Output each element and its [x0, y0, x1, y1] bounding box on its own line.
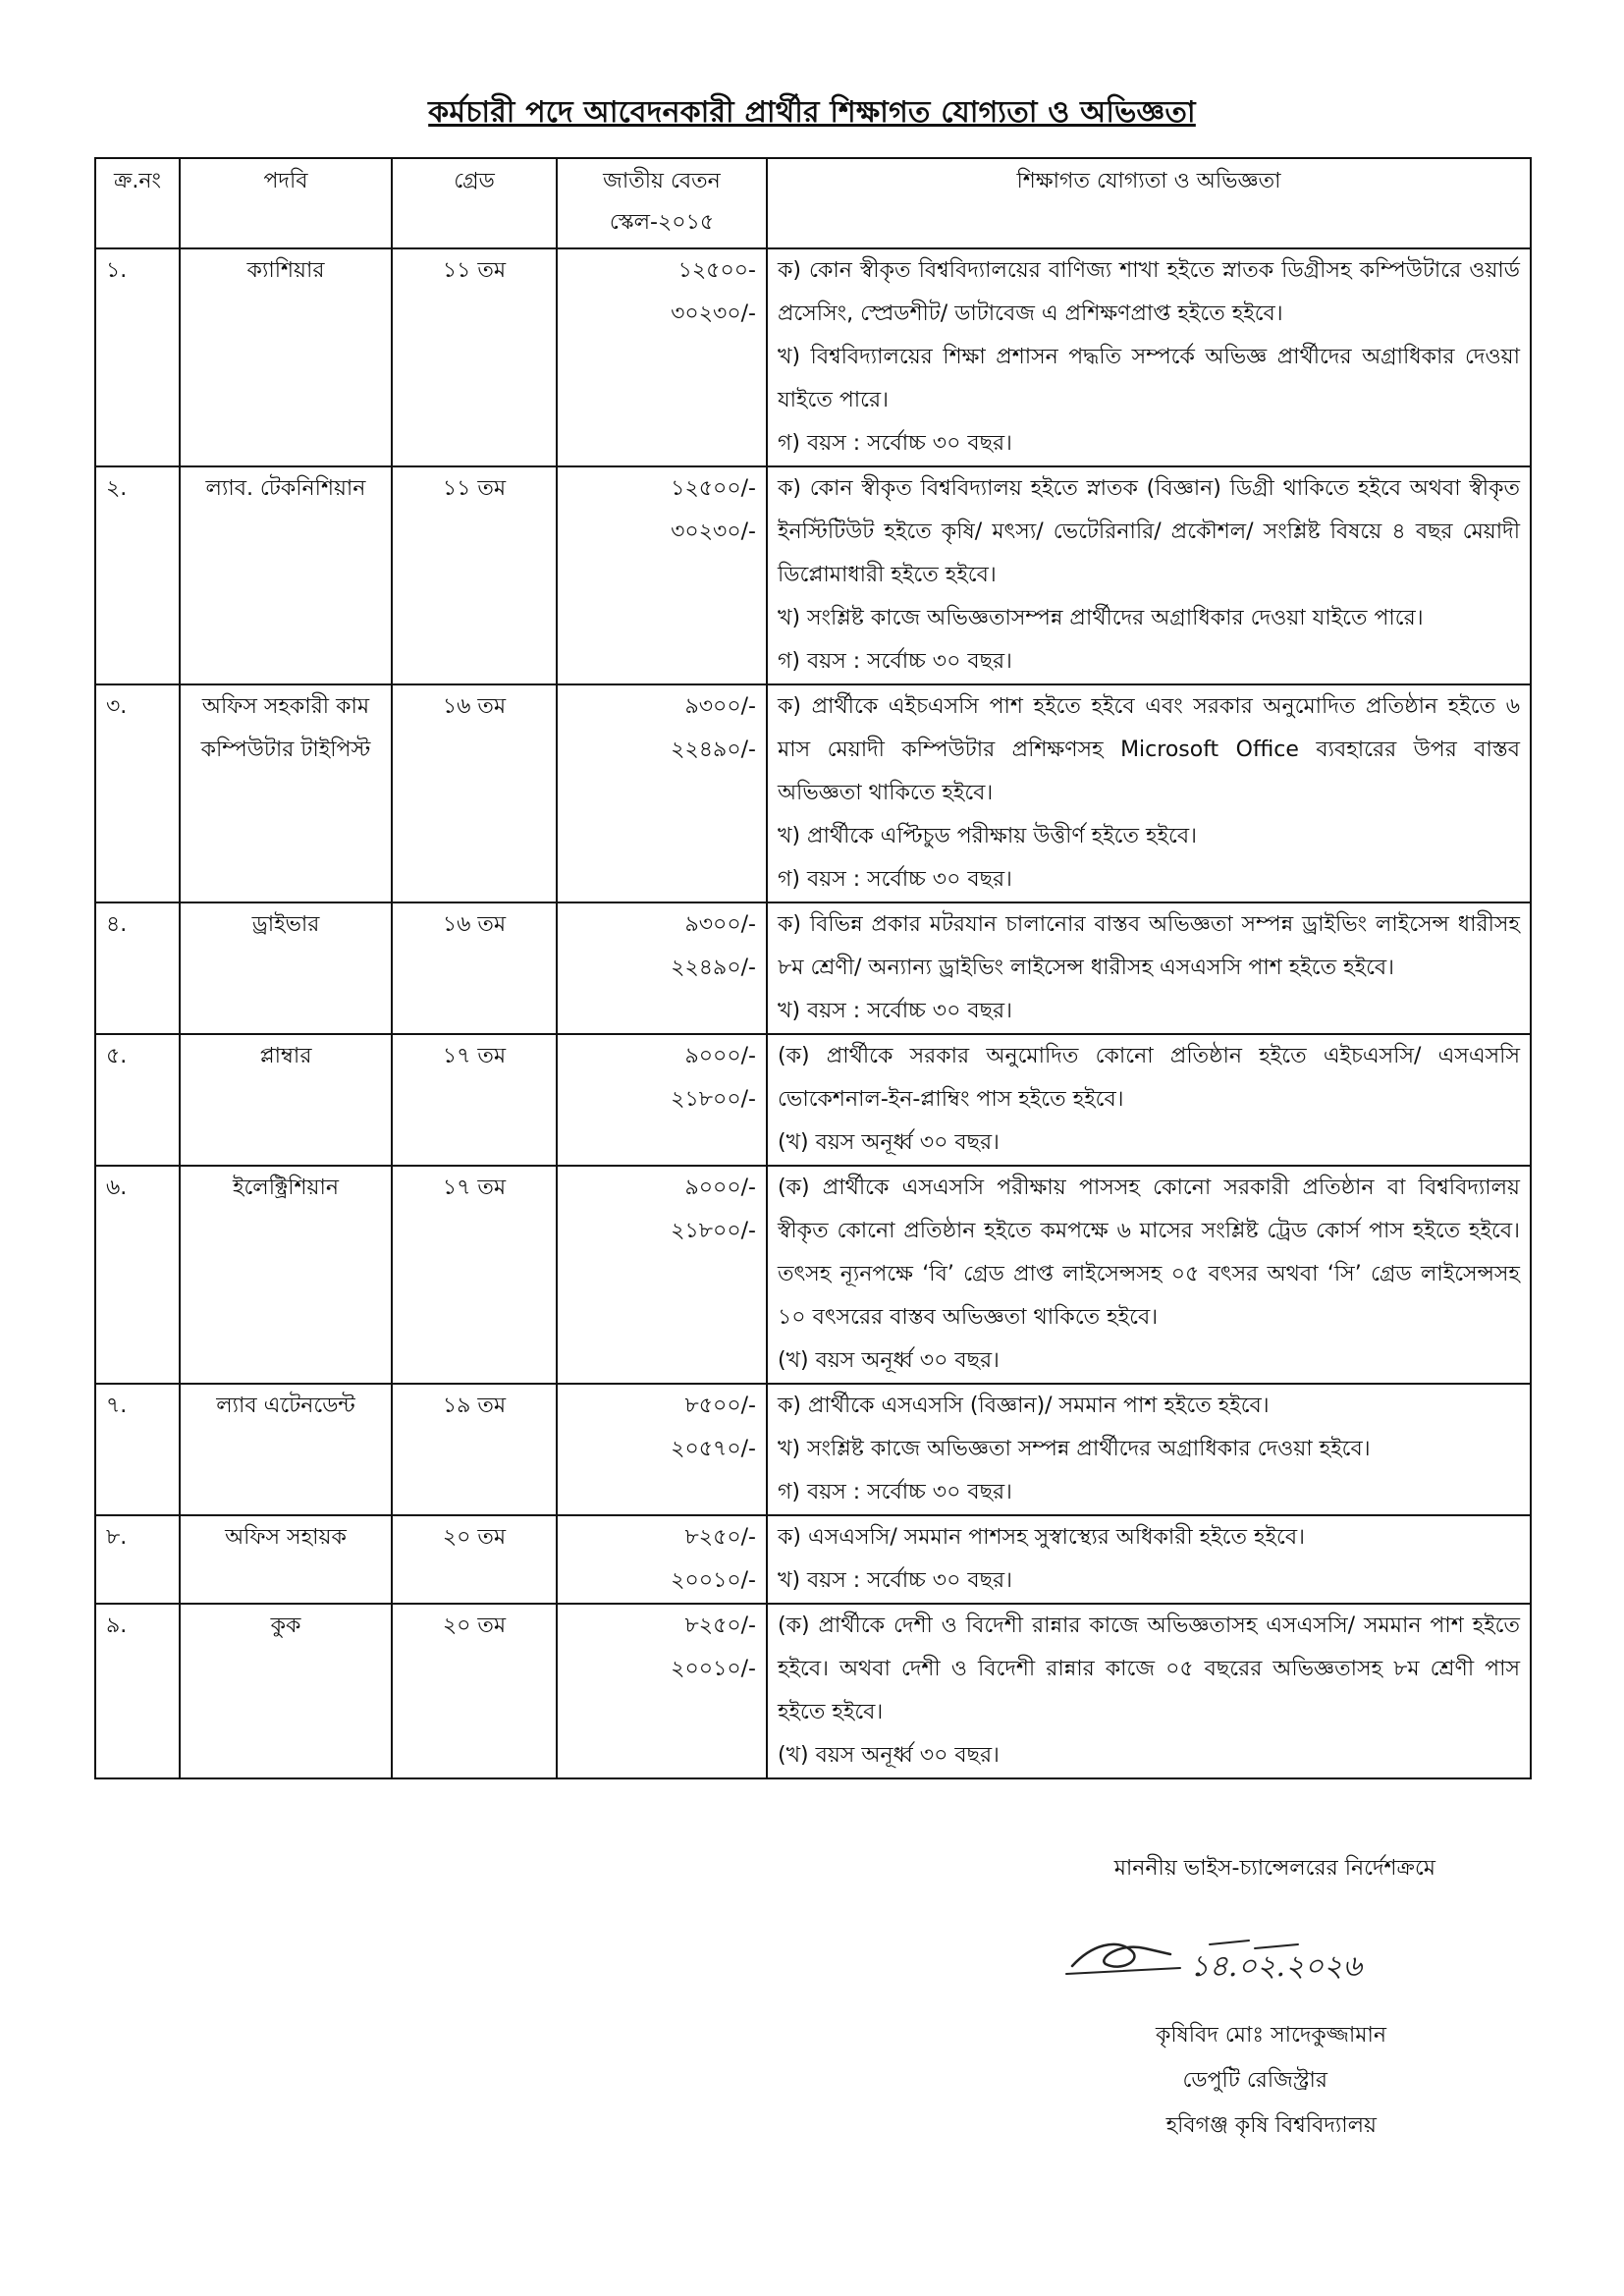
- cell-post: ড্রাইভার: [180, 902, 392, 1034]
- pay-scale-end: ৩০২৩০/-: [671, 301, 756, 326]
- cell-grade: ১৬ তম: [392, 684, 557, 902]
- cell-qualification: [767, 248, 1531, 466]
- qualification-item: খ) বয়স : সর্বোচ্চ ৩০ বছর।: [778, 1568, 1012, 1593]
- pay-scale-end: ২১৮০০/-: [671, 1219, 756, 1243]
- qualification-item: গ) বয়স : সর্বোচ্চ ৩০ বছর।: [778, 1480, 1012, 1504]
- cell-qualification: [767, 1166, 1531, 1384]
- cell-serial: ৭.: [95, 1384, 180, 1515]
- cell-serial: ৮.: [95, 1515, 180, 1604]
- pay-scale-start: ৯০০০/-: [684, 1175, 756, 1200]
- qualification-table: [94, 157, 1532, 1779]
- table-row: [95, 1604, 1531, 1778]
- qualification-item: ক) কোন স্বীকৃত বিশ্ববিদ্যালয়ের বাণিজ্য শাখা হইতে স্নাতক ডিগ্রীসহ কম্পিউটারে ওয়ার্ড প্রসেসিং, স্প্রেডশীট/ ডাটাবেজ এ প্রশিক্ষণপ্রাপ্ত হইতে হইবে।: [778, 258, 1520, 326]
- pay-scale-end: ২২৪৯০/-: [671, 956, 756, 980]
- table-row: [95, 684, 1531, 902]
- qualification-item: (খ) বয়স অনূর্ধ্ব ৩০ বছর।: [778, 1348, 1000, 1373]
- cell-serial: ২.: [95, 466, 180, 684]
- qualification-item: (ক) প্রার্থীকে এসএসসি পরীক্ষায় পাসসহ কোনো সরকারী প্রতিষ্ঠান বা বিশ্ববিদ্যালয় স্বীকৃত কোনো প্রতিষ্ঠান হইতে কমপক্ষে ৬ মাসের সংশ্লিষ্ট ট্রেড কোর্স পাস হইতে হইবে। তৎসহ ন্যূনপক্ষে ‘বি’ গ্রেড প্রাপ্ত লাইসেন্সসহ ০৫ বৎসর অথবা ‘সি’ গ্রেড লাইসেন্সসহ ১০ বৎসরের বাস্তব অভিজ্ঞতা থাকিতে হইবে।: [778, 1175, 1520, 1330]
- header-serial: ক্র.নং: [95, 158, 180, 248]
- signatory-office: হবিগঞ্জ কৃষি বিশ্ববিদ্যালয়: [1165, 2113, 1377, 2138]
- cell-post: অফিস সহকারী কাম কম্পিউটার টাইপিস্ট: [180, 684, 392, 902]
- qualification-item: খ) সংশ্লিষ্ট কাজে অভিজ্ঞতা সম্পন্ন প্রার্থীদের অগ্রাধিকার দেওয়া হইবে।: [778, 1437, 1371, 1461]
- cell-grade: ২০ তম: [392, 1515, 557, 1604]
- qualification-item: ক) প্রার্থীকে এসএসসি (বিজ্ঞান)/ সমমান পাশ হইতে হইবে।: [778, 1394, 1270, 1418]
- cell-grade: ১৬ তম: [392, 902, 557, 1034]
- qualification-item: ক) এসএসসি/ সমমান পাশসহ সুস্বাস্থ্যের অধিকারী হইতে হইবে।: [778, 1525, 1305, 1550]
- qualification-item: (ক) প্রার্থীকে সরকার অনুমোদিত কোনো প্রতিষ্ঠান হইতে এইচএসসি/ এসএসসি ভোকেশনাল-ইন-প্লাম্বিং পাস হইতে হইবে।: [778, 1044, 1520, 1112]
- header-post: পদবি: [180, 158, 392, 248]
- signatory-name: কৃষিবিদ মোঃ সাদেকুজ্জামান: [1155, 2023, 1386, 2048]
- cell-post: প্লাম্বার: [180, 1034, 392, 1166]
- cell-grade: ২০ তম: [392, 1604, 557, 1778]
- pay-scale-start: ১২৫০০-: [677, 258, 756, 283]
- table-row: [95, 1384, 1531, 1515]
- cell-pay-scale: [557, 466, 767, 684]
- pay-scale-start: ৯৩০০/-: [684, 912, 756, 937]
- cell-post: ল্যাব. টেকনিশিয়ান: [180, 466, 392, 684]
- pay-scale-start: ৮৫০০/-: [684, 1394, 756, 1418]
- qualification-item: (ক) প্রার্থীকে দেশী ও বিদেশী রান্নার কাজে অভিজ্ঞতাসহ এসএসসি/ সমমান পাশ হইতে হইবে। অথবা দেশী ও বিদেশী রান্নার কাজে ০৫ বছরের অভিজ্ঞতাসহ ৮ম শ্রেণী পাস হইতে হইবে।: [778, 1613, 1520, 1724]
- table-row: [95, 1515, 1531, 1604]
- header-grade: গ্রেড: [392, 158, 557, 248]
- qualification-item: (খ) বয়স অনূর্ধ্ব ৩০ বছর।: [778, 1130, 1000, 1155]
- cell-serial: ৯.: [95, 1604, 180, 1778]
- cell-pay-scale: [557, 1034, 767, 1166]
- pay-scale-end: ২১৮০০/-: [671, 1087, 756, 1112]
- qualification-item: (খ) বয়স অনূর্ধ্ব ৩০ বছর।: [778, 1743, 1000, 1768]
- qualification-item: ক) বিভিন্ন প্রকার মটরযান চালানোর বাস্তব অভিজ্ঞতা সম্পন্ন ড্রাইভিং লাইসেন্স ধারীসহ ৮ম শ্রেণী/ অন্যান্য ড্রাইভিং লাইসেন্স ধারীসহ এসএসসি পাশ হইতে হইবে।: [778, 912, 1520, 980]
- cell-qualification: [767, 684, 1531, 902]
- cell-grade: ১১ তম: [392, 248, 557, 466]
- pay-scale-end: ২০০১০/-: [671, 1657, 756, 1681]
- table-row: [95, 1034, 1531, 1166]
- table-row: [95, 248, 1531, 466]
- cell-qualification: [767, 1515, 1531, 1604]
- cell-pay-scale: [557, 684, 767, 902]
- cell-qualification: [767, 466, 1531, 684]
- qualification-item: খ) প্রার্থীকে এপ্টিচুড পরীক্ষায় উত্তীর্ণ হইতে হইবে।: [778, 824, 1197, 848]
- handwritten-date: ১৪.০২.২০২৬: [1190, 1949, 1363, 1984]
- by-order-line: মাননীয় ভাইস-চ্যান্সেলরের নির্দেশক্রমে: [1113, 1856, 1435, 1881]
- table-row: [95, 1166, 1531, 1384]
- pay-scale-start: ৮২৫০/-: [684, 1613, 756, 1638]
- handwritten-signature: [1062, 1915, 1416, 1994]
- cell-qualification: [767, 1604, 1531, 1778]
- cell-serial: ৫.: [95, 1034, 180, 1166]
- cell-post: কুক: [180, 1604, 392, 1778]
- pay-scale-end: ৩০২৩০/-: [671, 519, 756, 544]
- table-row: [95, 902, 1531, 1034]
- signatory-designation: ডেপুটি রেজিস্ট্রার: [1182, 2068, 1327, 2093]
- cell-pay-scale: [557, 1515, 767, 1604]
- cell-qualification: [767, 1384, 1531, 1515]
- cell-pay-scale: [557, 1166, 767, 1384]
- qualification-item: খ) বিশ্ববিদ্যালয়ের শিক্ষা প্রশাসন পদ্ধতি সম্পর্কে অভিজ্ঞ প্রার্থীদের অগ্রাধিকার দেওয়া যাইতে পারে।: [778, 345, 1520, 412]
- pay-scale-end: ২০০১০/-: [671, 1568, 756, 1593]
- cell-post: ল্যাব এটেনডেন্ট: [180, 1384, 392, 1515]
- cell-serial: ৬.: [95, 1166, 180, 1384]
- cell-grade: ১৭ তম: [392, 1034, 557, 1166]
- cell-post: অফিস সহায়ক: [180, 1515, 392, 1604]
- cell-post: ইলেক্ট্রিশিয়ান: [180, 1166, 392, 1384]
- cell-grade: ১৭ তম: [392, 1166, 557, 1384]
- header-qualification: শিক্ষাগত যোগ্যতা ও অভিজ্ঞতা: [767, 158, 1531, 248]
- pay-scale-start: ১২৫০০/-: [671, 476, 756, 501]
- pay-scale-start: ৯৩০০/-: [684, 694, 756, 719]
- cell-serial: ১.: [95, 248, 180, 466]
- header-pay-scale: [557, 158, 767, 248]
- qualification-item: ক) কোন স্বীকৃত বিশ্ববিদ্যালয় হইতে স্নাতক (বিজ্ঞান) ডিগ্রী থাকিতে হইবে অথবা স্বীকৃত ইনস্টিটিউট হইতে কৃষি/ মৎস্য/ ভেটেরিনারি/ প্রকৌশল/ সংশ্লিষ্ট বিষয়ে ৪ বছর মেয়াদী ডিপ্লোমাধারী হইতে হইবে।: [778, 476, 1520, 587]
- cell-pay-scale: [557, 1384, 767, 1515]
- pay-scale-start: ৮২৫০/-: [684, 1525, 756, 1550]
- table-header-row: [95, 158, 1531, 248]
- pay-scale-end: ২২৪৯০/-: [671, 738, 756, 762]
- cell-pay-scale: [557, 1604, 767, 1778]
- pay-scale-end: ২০৫৭০/-: [671, 1437, 756, 1461]
- cell-pay-scale: [557, 248, 767, 466]
- cell-pay-scale: [557, 902, 767, 1034]
- qualification-item: গ) বয়স : সর্বোচ্চ ৩০ বছর।: [778, 431, 1012, 456]
- page-title: কর্মচারী পদে আবেদনকারী প্রার্থীর শিক্ষাগত যোগ্যতা ও অভিজ্ঞতা: [428, 95, 1196, 130]
- cell-grade: ১১ তম: [392, 466, 557, 684]
- qualification-item: গ) বয়স : সর্বোচ্চ ৩০ বছর।: [778, 649, 1012, 674]
- header-pay-scale-line2: স্কেল-২০১৫: [609, 210, 715, 235]
- table-row: [95, 466, 1531, 684]
- cell-serial: ৩.: [95, 684, 180, 902]
- qualification-item: খ) সংশ্লিষ্ট কাজে অভিজ্ঞতাসম্পন্ন প্রার্থীদের অগ্রাধিকার দেওয়া যাইতে পারে।: [778, 606, 1424, 630]
- cell-serial: ৪.: [95, 902, 180, 1034]
- cell-qualification: [767, 1034, 1531, 1166]
- header-pay-scale-line1: জাতীয় বেতন: [603, 169, 721, 193]
- cell-post: ক্যাশিয়ার: [180, 248, 392, 466]
- qualification-item: ক) প্রার্থীকে এইচএসসি পাশ হইতে হইবে এবং সরকার অনুমোদিত প্রতিষ্ঠান হইতে ৬ মাস মেয়াদী কম্পিউটার প্রশিক্ষণসহ Microsoft Office ব্যবহারের উপর বাস্তব অভিজ্ঞতা থাকিতে হইবে।: [778, 694, 1520, 805]
- cell-qualification: [767, 902, 1531, 1034]
- qualification-item: খ) বয়স : সর্বোচ্চ ৩০ বছর।: [778, 999, 1012, 1023]
- pay-scale-start: ৯০০০/-: [684, 1044, 756, 1068]
- cell-grade: ১৯ তম: [392, 1384, 557, 1515]
- qualification-item: গ) বয়স : সর্বোচ্চ ৩০ বছর।: [778, 867, 1012, 892]
